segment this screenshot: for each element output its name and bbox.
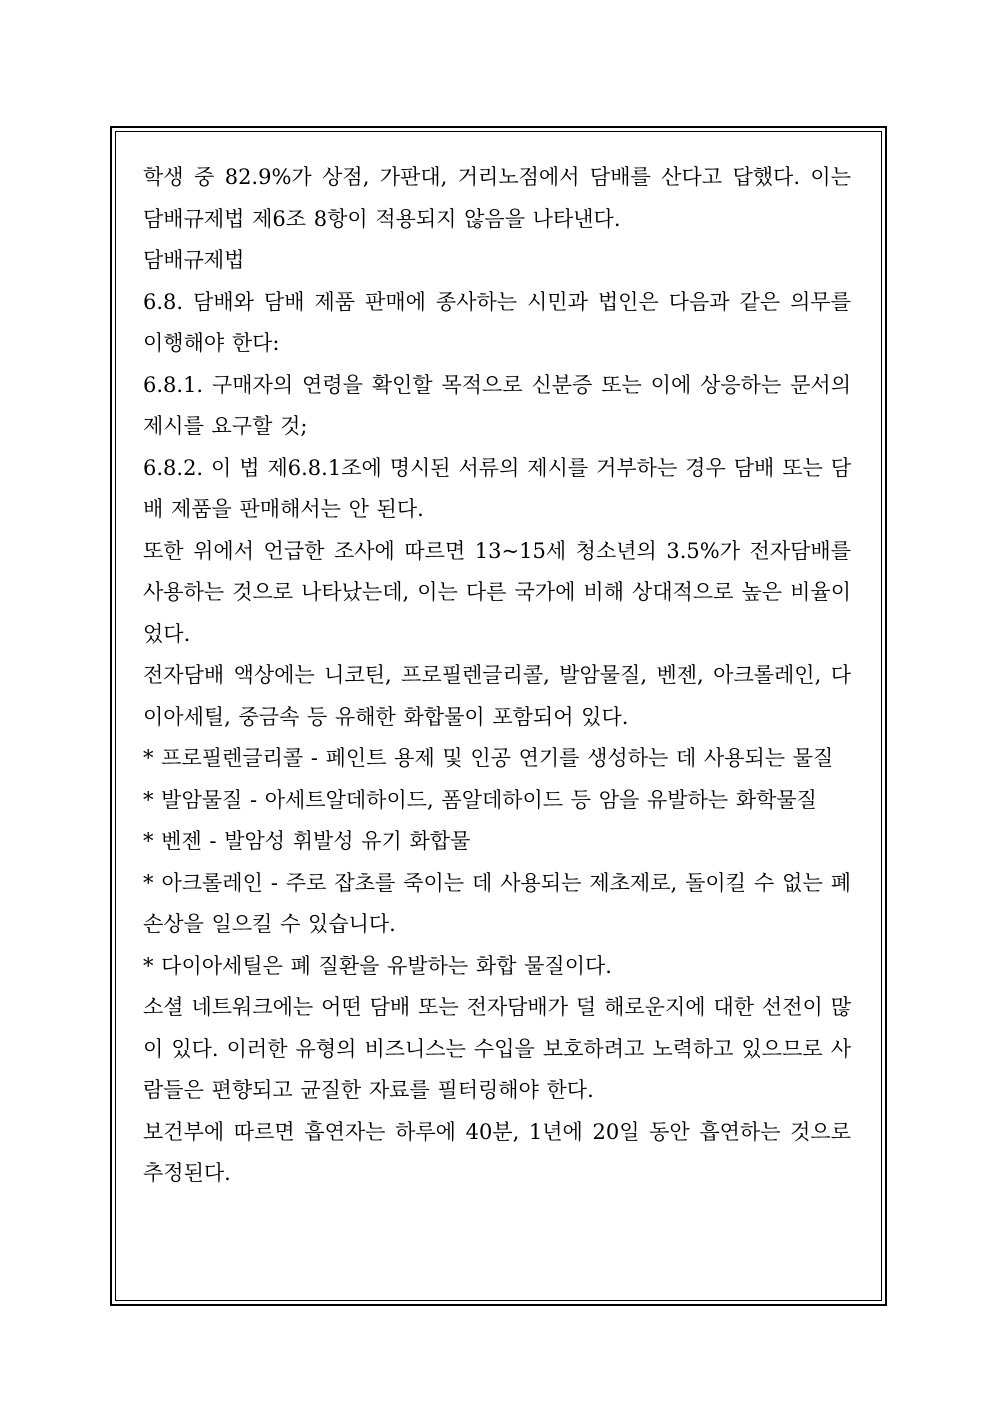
document-body [143,157,851,1195]
paragraph-ecigarette-usage: 또한 위에서 언급한 조사에 따르면 13~15세 청소년의 3.5%가 전자담배를 사용하는 것으로 나타났는데, 이는 다른 국가에 비해 상대적으로 높은 비율이었다. [143,538,851,646]
paragraph-social-network: 소셜 네트워크에는 어떤 담배 또는 전자담배가 덜 해로운지에 대한 선전이 많이 있다. 이러한 유형의 비즈니스는 수입을 보호하려고 노력하고 있으므로 사람들은 편향되고 균질한 자료를 필터링해야 한다. [143,995,851,1102]
paragraph-health-ministry: 보건부에 따르면 흡연자는 하루에 40분, 1년에 20일 동안 흡연하는 것으로 추정된다. [143,1119,851,1185]
paragraph-law-title: 담배규제법 [143,248,245,272]
paragraph-law-article-6-8-2: 6.8.2. 이 법 제6.8.1조에 명시된 서류의 제시를 거부하는 경우 담배 또는 담배 제품을 판매해서는 안 된다. [143,455,851,521]
paragraph-liquid-compounds: 전자담배 액상에는 니코틴, 프로필렌글리콜, 발암물질, 벤젠, 아크롤레인, 다이아세틸, 중금속 등 유해한 화합물이 포함되어 있다. [143,663,851,729]
paragraph-survey-result: 학생 중 82.9%가 상점, 가판대, 거리노점에서 담배를 산다고 답했다. 이는 담배규제법 제6조 8항이 적용되지 않음을 나타낸다. [143,165,851,231]
bullet-carcinogens: * 발암물질 - 아세트알데하이드, 폼알데하이드 등 암을 유발하는 화학물질 [143,787,817,812]
bullet-benzene: * 벤젠 - 발암성 휘발성 유기 화합물 [143,829,471,853]
bullet-propylene-glycol: * 프로필렌글리콜 - 페인트 용제 및 인공 연기를 생성하는 데 사용되는 물질 [143,746,834,770]
paragraph-law-article-6-8: 6.8. 담배와 담배 제품 판매에 종사하는 시민과 법인은 다음과 같은 의무를 이행해야 한다: [143,289,851,355]
bullet-diacetyl: * 다이아세틸은 폐 질환을 유발하는 화합 물질이다. [143,953,612,978]
paragraph-law-article-6-8-1: 6.8.1. 구매자의 연령을 확인할 목적으로 신분증 또는 이에 상응하는 문서의 제시를 요구할 것; [143,372,851,438]
bullet-acrolein: * 아크롤레인 - 주로 잡초를 죽이는 데 사용되는 제초제로, 돌이킬 수 없는 폐 손상을 일으킬 수 있습니다. [143,870,851,936]
